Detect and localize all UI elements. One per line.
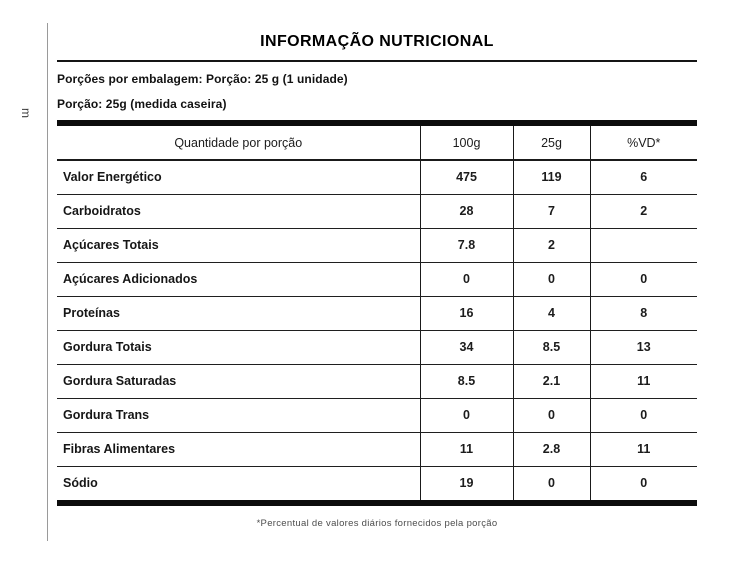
- row-label: Gordura Trans: [57, 398, 420, 432]
- table-row: [57, 296, 697, 330]
- value-25g: 0: [513, 466, 590, 500]
- value-vd-percent: 6: [590, 160, 697, 194]
- table-row: [57, 466, 697, 500]
- row-label: Proteínas: [57, 296, 420, 330]
- value-vd-percent: 0: [590, 262, 697, 296]
- value-100g: 16: [420, 296, 513, 330]
- value-vd-percent: 11: [590, 364, 697, 398]
- column-header-quantity-per-serving: Quantidade por porção: [57, 126, 420, 160]
- table-bottom-bar: [57, 500, 697, 506]
- value-vd-percent: 0: [590, 466, 697, 500]
- column-header-vd-percent: %VD*: [590, 126, 697, 160]
- table-header-row: [57, 126, 697, 160]
- value-100g: 34: [420, 330, 513, 364]
- page-title: INFORMAÇÃO NUTRICIONAL: [260, 33, 494, 50]
- serving-size-text: Porção: 25g (medida caseira): [57, 97, 227, 111]
- value-25g: 0: [513, 262, 590, 296]
- value-25g: 7: [513, 194, 590, 228]
- row-label: Sódio: [63, 476, 98, 491]
- value-vd-percent: 13: [590, 330, 697, 364]
- row-label: Fibras Alimentares: [57, 432, 420, 466]
- value-100g: 475: [420, 160, 513, 194]
- value-100g: 19: [420, 466, 513, 500]
- value-100g: 8.5: [420, 364, 513, 398]
- value-25g: 4: [513, 296, 590, 330]
- value-25g: 0: [513, 398, 590, 432]
- label-content: [57, 0, 697, 529]
- value-25g: 119: [513, 160, 590, 194]
- value-25g: 8.5: [513, 330, 590, 364]
- value-100g: 11: [420, 432, 513, 466]
- value-25g: 2: [513, 228, 590, 262]
- value-vd-percent: [590, 228, 697, 262]
- table-row: [57, 398, 697, 432]
- nutrition-table: [57, 126, 697, 500]
- table-row: [57, 160, 697, 194]
- value-25g: 2.8: [513, 432, 590, 466]
- column-header-25g: 25g: [513, 126, 590, 160]
- row-label: Açúcares Totais: [57, 228, 420, 262]
- rotated-side-text: m: [19, 108, 33, 118]
- table-row: [57, 262, 697, 296]
- row-label: Gordura Totais: [57, 330, 420, 364]
- servings-per-package-text: Porções por embalagem: Porção: 25 g (1 unidade): [57, 72, 348, 86]
- table-row: [57, 364, 697, 398]
- value-100g: 0: [420, 262, 513, 296]
- row-label: Carboidratos: [57, 194, 420, 228]
- value-100g: 7.8: [420, 228, 513, 262]
- table-row: [57, 194, 697, 228]
- value-25g: 2.1: [513, 364, 590, 398]
- value-vd-percent: 8: [590, 296, 697, 330]
- row-label: Açúcares Adicionados: [57, 262, 420, 296]
- row-label: Valor Energético: [57, 160, 420, 194]
- title-divider: [57, 60, 697, 62]
- value-vd-percent: 11: [590, 432, 697, 466]
- column-header-100g: 100g: [420, 126, 513, 160]
- left-border-line: [47, 23, 48, 541]
- footnote-text: *Percentual de valores diários fornecidos pela porção: [256, 518, 498, 529]
- table-row: [57, 330, 697, 364]
- table-row: [57, 228, 697, 262]
- row-label: Gordura Saturadas: [57, 364, 420, 398]
- value-100g: 0: [420, 398, 513, 432]
- value-100g: 28: [420, 194, 513, 228]
- value-vd-percent: 2: [590, 194, 697, 228]
- table-row: [57, 432, 697, 466]
- value-vd-percent: 0: [590, 398, 697, 432]
